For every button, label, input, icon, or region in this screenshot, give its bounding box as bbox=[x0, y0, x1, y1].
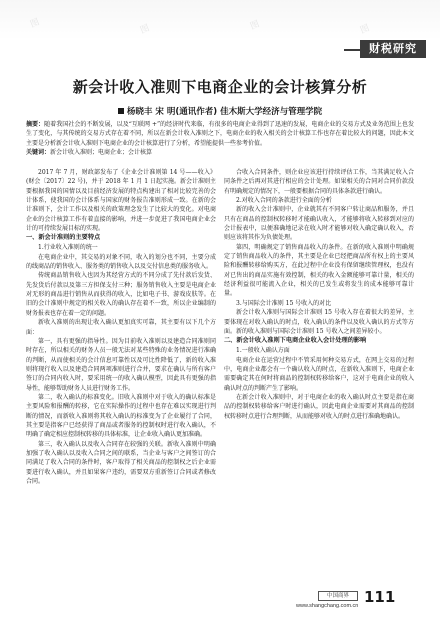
paragraph: 第二，收入确认的标准变化。旧收入准则中对于收入的确认标准是主要风险和报酬的转移，它在实际操作的过程中也存在难以实现进行判断的情况，而新收入准则将其收入确认的标准变为了企业履行了合同，其主要是指客户已经获得了商品或者服务的控制权时进行收入确认，不明确了确定相应控制权转移的具体标准，让企业收入确认更加准确。 bbox=[26, 393, 216, 439]
paragraph: 传统商品销售收入也因为其经营方式的不同分成了先付款后发货、先发货后付款以及第三方担保支付三种；服务销售收入主要是电商企业对无形的商品进行销售从而获得的收入，比如电子书、游戏皮肤等。在旧的会计准则中规定的相关收入的确认存在着不一致，所以企业编制的财务报表也存在着一定的问题。 bbox=[26, 272, 216, 317]
paragraph: 第四，明确规定了销售商品收入的条件。在新的收入准则中明确规定了销售商品收入的条件，其主要是企业已经把商品所有权上的主要风险和报酬转移给购买方，在此过程中企业没有保留继续管理权，也没有对已售出的商品实施有效控制，相关的收入金额能够可靠计量，相关的经济利益很可能流入企业，相关的已发生或将发生的成本能够可靠计量。 bbox=[224, 243, 414, 298]
paragraph: 合收入合同条件，则企业应该进行持续评估工作，当其满足收入合同条件之后再对其进行相应的会计处理。如果相关的合同对合同价款没有明确规定的情况下，一般要根据合同的具体条款进行确认。 bbox=[224, 169, 414, 195]
authors-text: 杨晓丰 宋 明(通讯作者) 佳木斯大学经济与管理学院 bbox=[126, 107, 323, 117]
paragraph: 在电商企业中，其交易的对象不同，收入的划分也不同，主要分成的线商品的销售收入、服务类的销售收入以及交付信息类的服务收入。 bbox=[26, 253, 216, 271]
watermark-glyph: 图 bbox=[358, 22, 371, 36]
paragraph: 2017 年 7 月，财政部发布了《企业会计准则第 14 号——收入》(财会〔2017〕22 号)，并于 2018 年 1 月 1 日起实施。新会计准则主要根据我国的国情以及目前经济发展的特点构建出了相对比较完善的会计体系，使我国的会计体系与国家的财务报告准则形成一致。在新的会计准则下，会计工作以及相关的政策理念发生了比较大的变化。对电商企业的会计核算工作有着直接的影响，并进一步促进了我国电商企业会计的可持续发展目标的实现。 bbox=[26, 169, 216, 233]
abstract-text: 随着我国社会的不断发展，以及“互联网 +”的经济时代来临，有很多的电商企业得到了迅速的发展，电商企业的交易方式及业务范围上也发生了变化，与其传统的交易方式存在着不同，所以在新会计收入准则之下，电商企业的收入相关的会计核算工作也存在着比较大的问题，因此本文主要是分析新会计收入准则下电商企业的会计核算进行了分析，希望能提供一些参考价值。 bbox=[26, 121, 414, 147]
article-title: 新会计收入准则下电商企业的会计核算分析 bbox=[72, 78, 368, 96]
watermark-glyph: 图 bbox=[248, 18, 261, 32]
header-band bbox=[0, 0, 440, 40]
subsection-heading: 2.对收入合同的条款进行全面的分析 bbox=[236, 197, 332, 205]
subsection-heading: 3.与国际会计准则 15 号收入的对比 bbox=[236, 299, 332, 307]
paragraph: 在新会计收入准则中，对于电商企业的收入确认时点主要是指在商品的控制权转移给客户时进行确认，因此电商企业需要对其商品的控制权转移时点进行合理判断，从而能够对收入的时点进行准确地确认。 bbox=[224, 393, 414, 420]
bullet-square-icon bbox=[118, 108, 124, 114]
watermark-glyph: 图 bbox=[28, 16, 41, 30]
journal-url: www.shangchang.com.cn bbox=[296, 603, 359, 609]
page-number: 111 bbox=[364, 588, 396, 606]
subsection-heading: 1.行业收入准则的统一 bbox=[38, 244, 98, 252]
paragraph: 新的收入会计准则中，企业就其有不同客户转让商品和服务，并且只有在商品的控制权转移时才能确认收入，才能够将收入转移到对应的会计报表中，以便准确地记录在收入时才能够对收入确定确认收入，否则应该将其作为负债处理。 bbox=[224, 206, 414, 242]
abstract-label: 摘要： bbox=[26, 121, 45, 128]
watermark-glyph: 图 bbox=[138, 22, 151, 36]
author-line bbox=[0, 105, 440, 117]
keywords-label: 关键词： bbox=[26, 149, 51, 156]
right-column bbox=[224, 168, 414, 421]
abstract bbox=[26, 120, 414, 148]
paragraph: 新收入准则的出现让收入确认更加真实可靠，其主要有以下几个方面： bbox=[26, 319, 216, 336]
paragraph: 新会计收入准则与国际会计准则 15 号收入存在着很大的差异，主要体现在对收入确认的时点，收入确认的条件以及收入确认的方式等方面。新的收入准则与国际会计准则 15 号收入之间差异较小。 bbox=[224, 309, 414, 335]
journal-logo: 中国商界 bbox=[318, 591, 358, 601]
paragraph: 第一，具有更强的指导性。因为目前收入准则以及建造合同准则同时存在，所以相关的财务人员一般无法对某些特殊的业务情况进行准确的判断，从而使相关的会计信息可靠性以及可比性降低了，新的收入准则将现行收入以及建造合同两项准则进行合并，要求在确认与所有客户签订的合同内收入时，要采用统一的收入确认模型，因此具有更强的指导性，能够帮助财务人员进行财务工作。 bbox=[26, 337, 216, 392]
subsection-heading: 1.一般收入确认方面 bbox=[236, 347, 290, 355]
paragraph: 电商企业在运营过程中不管采用何种交易方式，在网上交易的过程中，电商企业都会有一个确认收入的时点，在新收入准则下，电商企业需要确定其在何时将商品的控制权转移给客户，这对于电商企业的收入确认时点的判断产生了影响。 bbox=[224, 356, 414, 392]
section-heading: 二、新会计收入准则下电商企业收入会计处理的影响 bbox=[224, 337, 367, 345]
section-heading: 一、新会计准则的主要特点 bbox=[26, 234, 101, 242]
section-tag-stripe bbox=[344, 49, 360, 51]
paragraph: 第三，收入确认以及收入合同存在较强的关联。新收入准则中明确加强了收入确认以及收入合同之间的联系，当企业与客户之间签订的合同满足了收入合同的条件时，客户取得了相关商品的控制权之后企业需要进行收入确认，并且如果客户违约，需要双方重新签订合同或者修改合同。 bbox=[26, 440, 216, 485]
keywords bbox=[26, 148, 414, 157]
section-tag: 财税研究 bbox=[360, 40, 426, 58]
left-column bbox=[26, 168, 216, 486]
keywords-text: 新会计收入准则；电商企业；会计核算 bbox=[50, 149, 153, 156]
